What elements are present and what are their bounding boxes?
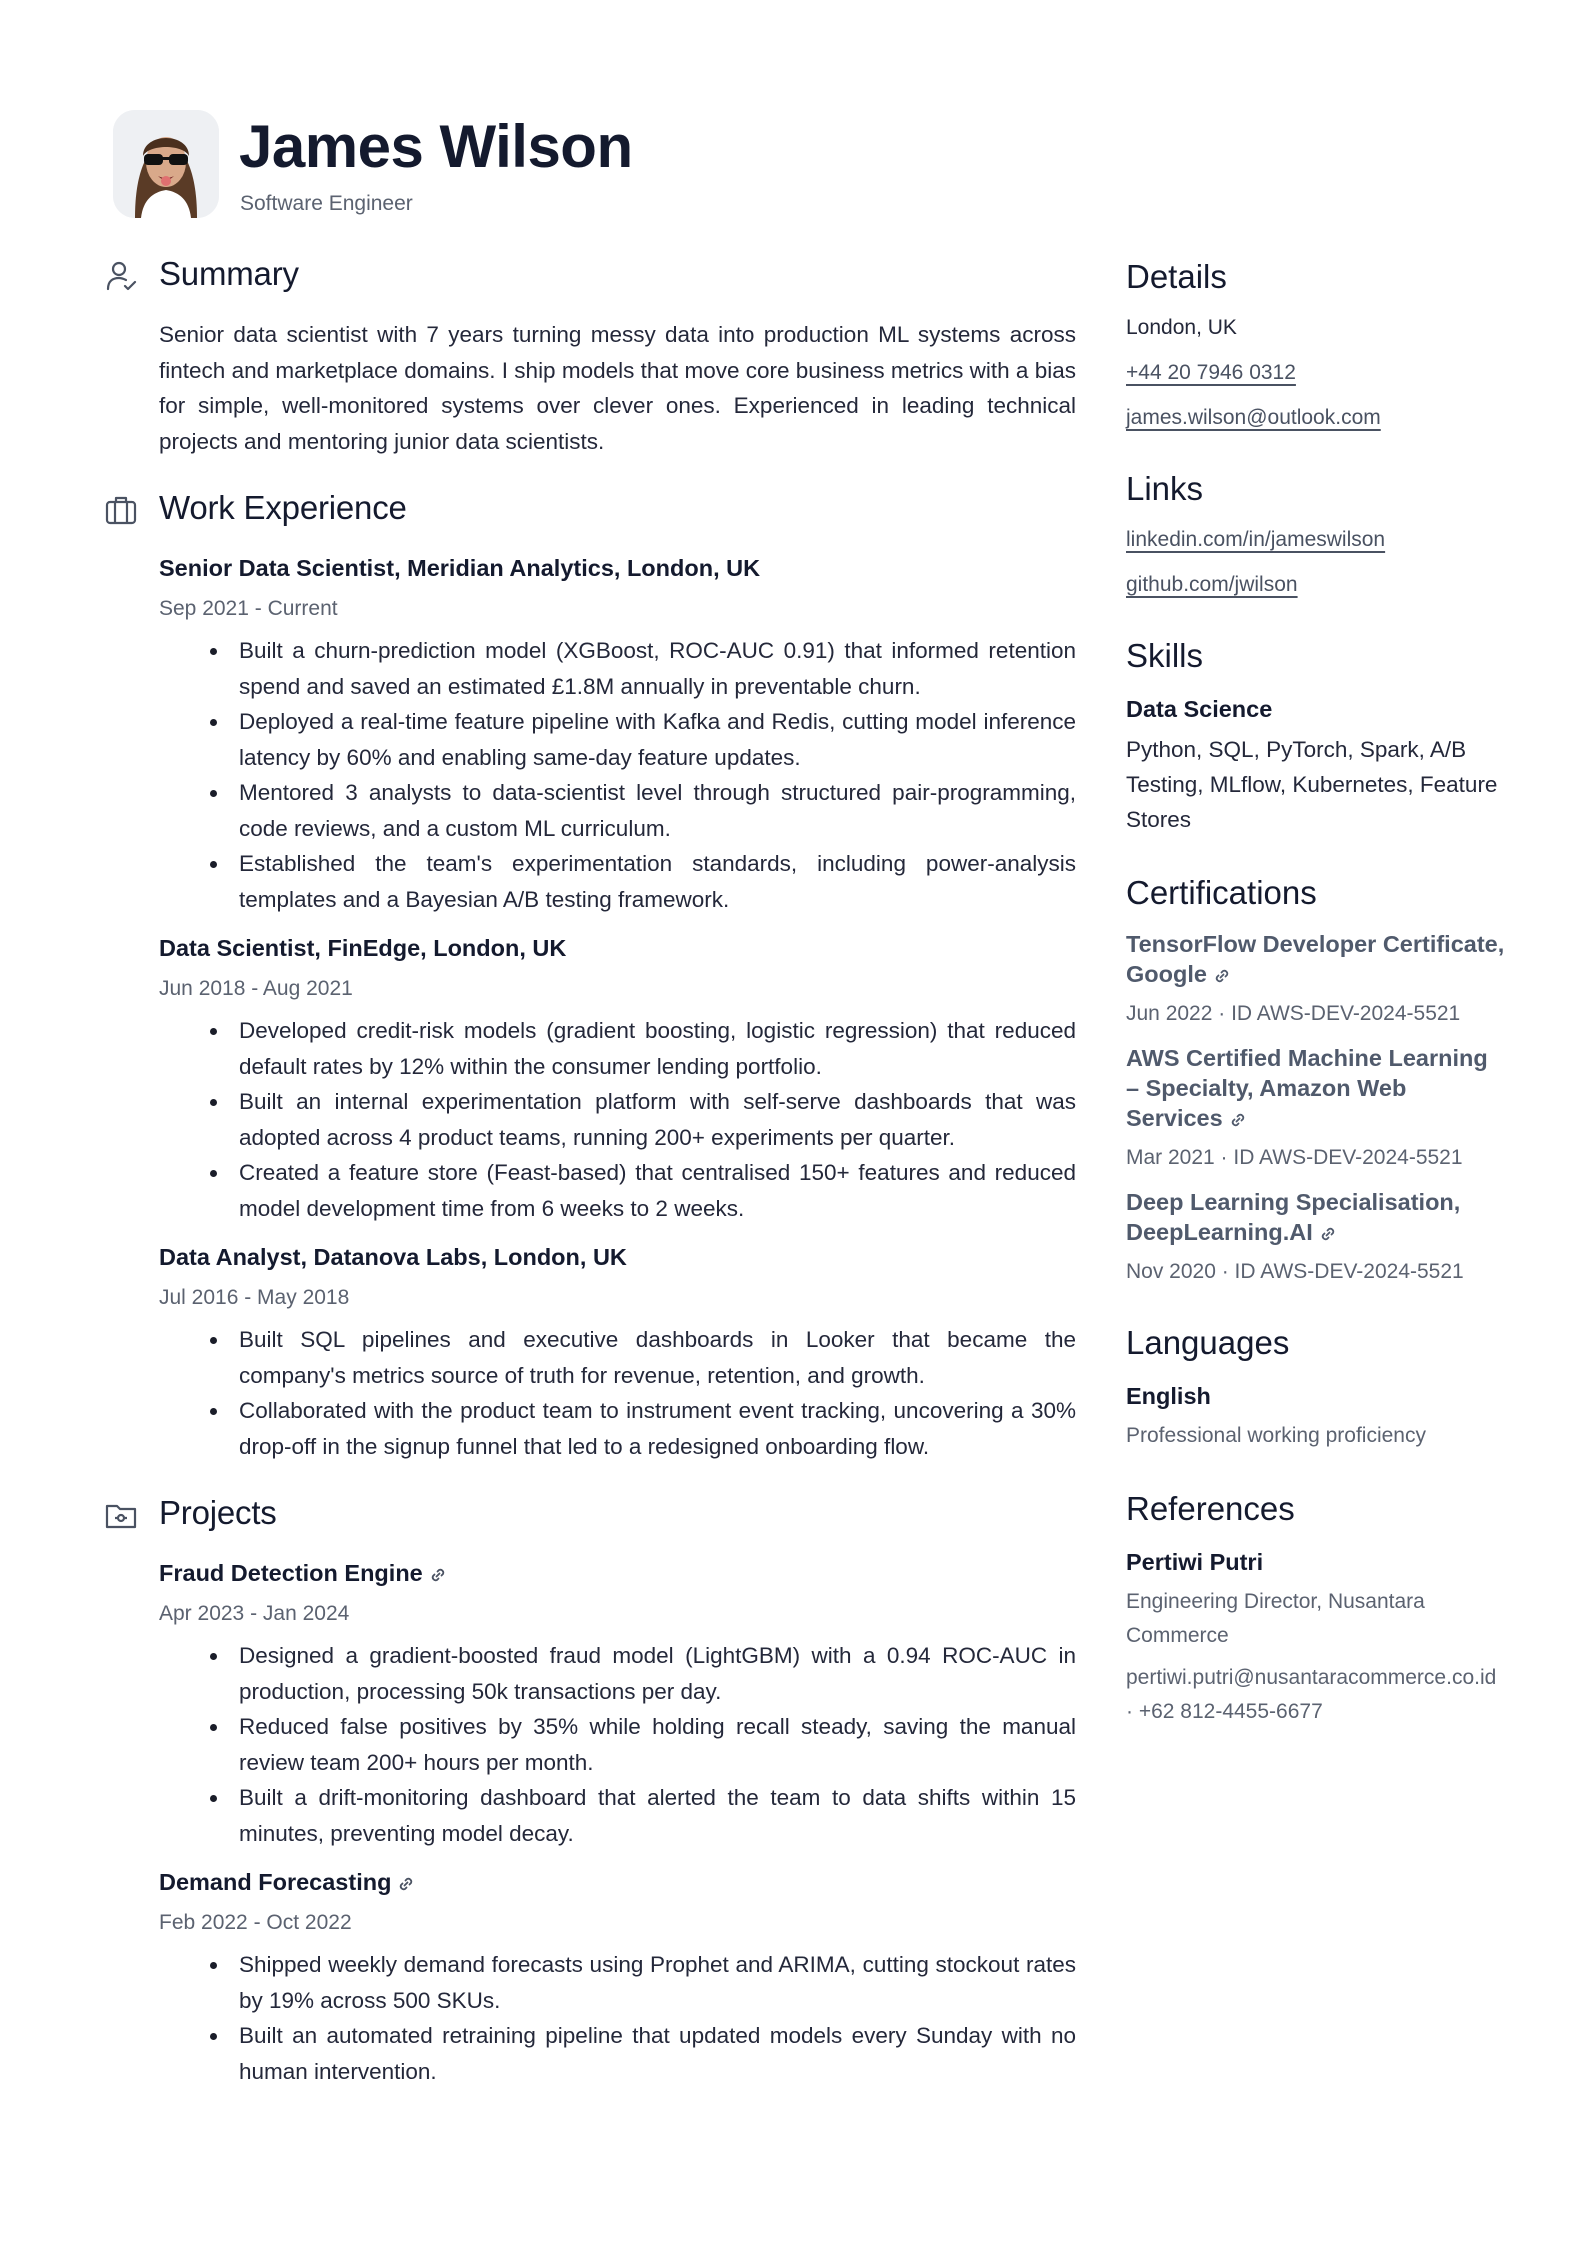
job-bullets (159, 1322, 1076, 1464)
skill-list: Python, SQL, PyTorch, Spark, A/B Testing, MLflow, Kubernetes, Feature Stores (1126, 737, 1498, 832)
bullet: Shipped weekly demand forecasts using Prophet and ARIMA, cutting stockout rates by 19% across 500 SKUs. (239, 1947, 1076, 2018)
projects-title: Projects (159, 1494, 277, 1531)
bullet: Designed a gradient-boosted fraud model (LightGBM) with a 0.94 ROC-AUC in production, processing 50k transactions per day. (239, 1638, 1076, 1709)
experience-section (104, 489, 1076, 1464)
references-section (1126, 1487, 1506, 1729)
certification-title[interactable] (1126, 929, 1506, 989)
job-title: Data Analyst, Datanova Labs, London, UK (159, 1244, 627, 1270)
experience-item (159, 931, 1076, 1226)
project-item (159, 1865, 1076, 2089)
certifications-section (1126, 871, 1506, 1287)
job-title: Senior Data Scientist, Meridian Analytics, London, UK (159, 555, 761, 581)
certification-meta: Jun 2022 · ID AWS-DEV-2024-5521 (1126, 1002, 1461, 1025)
folder-icon (104, 1498, 138, 1532)
link-icon[interactable] (429, 1566, 447, 1584)
bullet: Established the team's experimentation standards, including power-analysis templates and a Bayesian A/B testing framework. (239, 846, 1076, 917)
phone-link[interactable]: +44 20 7946 0312 (1126, 361, 1296, 384)
certification-name[interactable]: AWS Certified Machine Learning – Specialty, Amazon Web Services (1126, 1045, 1488, 1131)
bullet: Mentored 3 analysts to data-scientist level through structured pair-programming, code reviews, and a custom ML curriculum. (239, 775, 1076, 846)
language-name: English (1126, 1383, 1211, 1409)
job-date: Jul 2016 - May 2018 (159, 1286, 350, 1309)
certification-name[interactable]: TensorFlow Developer Certificate, Google (1126, 931, 1505, 987)
bullet: Collaborated with the product team to instrument event tracking, uncovering a 30% drop-off in the signup funnel that led to a redesigned onboarding flow. (239, 1393, 1076, 1464)
project-name[interactable]: Fraud Detection Engine (159, 1560, 423, 1586)
bullet: Built a drift-monitoring dashboard that alerted the team to data shifts within 15 minutes, preventing model decay. (239, 1780, 1076, 1851)
sidebar-column (1126, 255, 1506, 1763)
link-icon[interactable] (1319, 1225, 1337, 1243)
job-date: Sep 2021 - Current (159, 597, 338, 620)
link-icon[interactable] (1213, 967, 1231, 985)
details-section (1126, 255, 1506, 433)
summary-text: Senior data scientist with 7 years turning messy data into production ML systems across fintech and marketplace domains. I ship models that move core business metrics with a bias for simple, well-monitored systems over clever ones. Experienced in leading technical projects and mentoring junior data scientists. (159, 322, 1076, 454)
user-check-icon (104, 259, 138, 293)
reference-contact: pertiwi.putri@nusantaracommerce.co.id · +62 812-4455-6677 (1126, 1666, 1497, 1723)
experience-item (159, 1240, 1076, 1464)
skills-section (1126, 634, 1506, 837)
project-title[interactable] (159, 1556, 1076, 1590)
job-bullets (159, 1013, 1076, 1226)
project-date: Feb 2022 - Oct 2022 (159, 1911, 352, 1934)
bullet: Reduced false positives by 35% while holding recall steady, saving the manual review team 200+ hours per month. (239, 1709, 1076, 1780)
languages-title: Languages (1126, 1324, 1290, 1361)
projects-section (104, 1494, 1076, 2089)
github-link[interactable]: github.com/jwilson (1126, 573, 1298, 596)
experience-item (159, 551, 1076, 917)
certification-name[interactable]: Deep Learning Specialisation, DeepLearning.AI (1126, 1189, 1461, 1245)
link-icon[interactable] (397, 1875, 415, 1893)
project-bullets (159, 1638, 1076, 1851)
main-column (104, 255, 1076, 2119)
email-link[interactable]: james.wilson@outlook.com (1126, 406, 1381, 429)
languages-section (1126, 1321, 1506, 1453)
link-icon[interactable] (1229, 1111, 1247, 1129)
reference-name: Pertiwi Putri (1126, 1549, 1264, 1575)
skill-category: Data Science (1126, 696, 1273, 722)
bullet: Built an automated retraining pipeline that updated models every Sunday with no human intervention. (239, 2018, 1076, 2089)
details-title: Details (1126, 258, 1227, 295)
certification-meta: Nov 2020 · ID AWS-DEV-2024-5521 (1126, 1260, 1464, 1283)
candidate-role: Software Engineer (240, 192, 413, 215)
avatar (113, 110, 219, 218)
candidate-name: James Wilson (239, 113, 633, 180)
certification-item (1126, 1187, 1506, 1287)
job-title: Data Scientist, FinEdge, London, UK (159, 935, 567, 961)
linkedin-link[interactable]: linkedin.com/in/jameswilson (1126, 528, 1386, 551)
skills-title: Skills (1126, 637, 1204, 674)
project-item (159, 1556, 1076, 1851)
bullet: Built SQL pipelines and executive dashboards in Looker that became the company's metrics source of truth for revenue, retention, and growth. (239, 1322, 1076, 1393)
project-name[interactable]: Demand Forecasting (159, 1869, 392, 1895)
certification-item (1126, 929, 1506, 1029)
certification-title[interactable] (1126, 1043, 1506, 1133)
bullet: Built an internal experimentation platform with self-serve dashboards that was adopted across 4 product teams, running 200+ experiments per quarter. (239, 1084, 1076, 1155)
bullet: Built a churn-prediction model (XGBoost, ROC-AUC 0.91) that informed retention spend and saved an estimated £1.8M annually in preventable churn. (239, 633, 1076, 704)
bullet: Developed credit-risk models (gradient boosting, logistic regression) that reduced default rates by 12% within the consumer lending portfolio. (239, 1013, 1076, 1084)
bullet: Created a feature store (Feast-based) that centralised 150+ features and reduced model development time from 6 weeks to 2 weeks. (239, 1155, 1076, 1226)
briefcase-icon (104, 493, 138, 527)
project-date: Apr 2023 - Jan 2024 (159, 1602, 350, 1625)
reference-position: Engineering Director, Nusantara Commerce (1126, 1590, 1425, 1647)
job-bullets (159, 633, 1076, 917)
language-level: Professional working proficiency (1126, 1424, 1426, 1447)
summary-section (104, 255, 1076, 459)
project-bullets (159, 1947, 1076, 2089)
experience-title: Work Experience (159, 489, 407, 526)
location: London, UK (1126, 316, 1237, 339)
project-title[interactable] (159, 1865, 1076, 1899)
job-date: Jun 2018 - Aug 2021 (159, 977, 353, 1000)
summary-title: Summary (159, 255, 299, 292)
links-title: Links (1126, 470, 1204, 507)
certification-title[interactable] (1126, 1187, 1506, 1247)
certifications-title: Certifications (1126, 874, 1317, 911)
certification-item (1126, 1043, 1506, 1173)
bullet: Deployed a real-time feature pipeline with Kafka and Redis, cutting model inference latency by 60% and enabling same-day feature updates. (239, 704, 1076, 775)
certification-meta: Mar 2021 · ID AWS-DEV-2024-5521 (1126, 1146, 1463, 1169)
references-title: References (1126, 1490, 1295, 1527)
links-section (1126, 467, 1506, 600)
